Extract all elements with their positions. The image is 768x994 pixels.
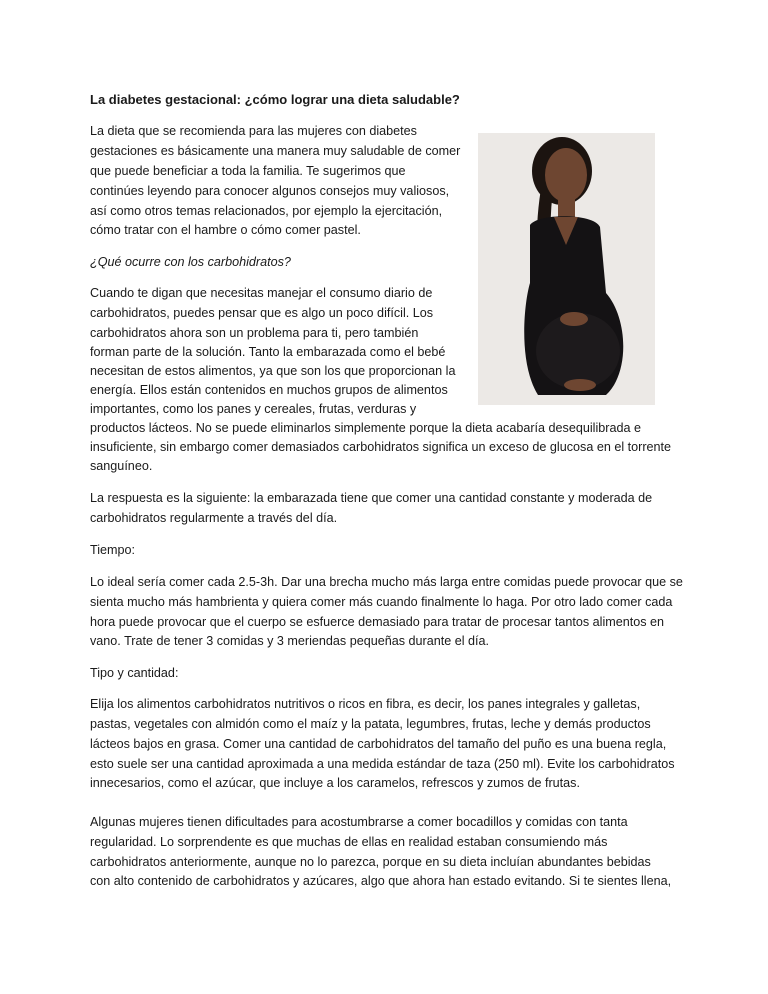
pregnant-woman-photo [478, 133, 655, 405]
carbs-line: sanguíneo. [90, 459, 153, 473]
intro-line: gestaciones es básicamente una manera muy saludable de comer [90, 144, 461, 158]
carbs-line: energía. Ellos están contenidos en muchos grupos de alimentos [90, 383, 448, 397]
type-line: pastas, vegetales con almidón como el maíz y la patata, legumbres, frutas, leche y demás productos [90, 717, 651, 731]
type-line: esto suele ser una cantidad aproximada a una medida estándar de taza (250 ml). Evite los carbohidratos [90, 757, 675, 771]
time-line: hora puede provocar que el cuerpo se esfuerce demasiado para tratar de procesar tantos alimentos en [90, 615, 665, 629]
type-line: Elija los alimentos carbohidratos nutritivos o ricos en fibra, es decir, los panes integrales y galletas, [90, 697, 641, 711]
carbs-line: productos lácteos. No se puede eliminarlos simplemente porque la dieta acabaría desequilibrada e [90, 421, 641, 435]
intro-line: así como otros temas relacionados, por ejemplo la ejercitación, [90, 204, 443, 218]
intro-line: continúes leyendo para conocer algunos consejos muy valiosos, [90, 184, 450, 198]
carbs-line: carbohidratos, puedes pensar que es algo un poco difícil. Los [90, 306, 434, 320]
carbs-line: insuficiente, sin embargo comer demasiados carbohidratos significa un exceso de glucosa en el torrente [90, 440, 672, 454]
time-line: vano. Trate de tener 3 comidas y 3 meriendas pequeñas durante el día. [90, 634, 490, 648]
type-heading: Tipo y cantidad: [90, 666, 179, 680]
carbs-line: carbohidratos ahora son un problema para ti, pero también [90, 326, 419, 340]
intro-line: La dieta que se recomienda para las mujeres con diabetes [90, 124, 417, 138]
carbs-heading: ¿Qué ocurre con los carbohidratos? [90, 255, 291, 269]
final-line: regularidad. Lo sorprendente es que muchas de ellas en realidad estaban consumiendo más [90, 835, 608, 849]
intro-line: cómo tratar con el hambre o cómo comer pastel. [90, 223, 361, 237]
time-heading: Tiempo: [90, 543, 136, 557]
intro-line: que puede beneficiar a toda la familia. Te sugerimos que [90, 164, 406, 178]
type-line: lácteos bajos en grasa. Comer una cantidad de carbohidratos del tamaño del puño es una buena regla, [90, 737, 667, 751]
time-line: sienta mucho más hambrienta y quiera comer más cuando finalmente lo haga. Por otro lado comer cada [90, 595, 673, 609]
answer-line: carbohidratos regularmente a través del día. [90, 511, 338, 525]
final-line: con alto contenido de carbohidratos y azúcares, algo que ahora han estado evitando. Si te sientes llena, [90, 874, 672, 888]
final-line: carbohidratos anteriormente, aunque no lo parezca, porque en su dieta incluían abundantes bebidas [90, 855, 651, 869]
carbs-line: necesitan de estos alimentos, ya que son los que proporcionan la [90, 364, 456, 378]
type-line: innecesarios, como el azúcar, que incluye a los caramelos, refrescos y zumos de frutas. [90, 776, 580, 790]
document-title: La diabetes gestacional: ¿cómo lograr una dieta saludable? [90, 92, 460, 107]
time-line: Lo ideal sería comer cada 2.5-3h. Dar una brecha mucho más larga entre comidas puede provocar que se [90, 575, 683, 589]
final-line: Algunas mujeres tienen dificultades para acostumbrarse a comer bocadillos y comidas con tanta [90, 815, 628, 829]
answer-line: La respuesta es la siguiente: la embarazada tiene que comer una cantidad constante y moderada de [90, 491, 653, 505]
pregnant-woman-illustration [478, 133, 655, 405]
carbs-line: forman parte de la solución. Tanto la embarazada como el bebé [90, 345, 446, 359]
carbs-line: Cuando te digan que necesitas manejar el consumo diario de [90, 286, 433, 300]
carbs-line: importantes, como los panes y cereales, frutas, verduras y [90, 402, 417, 416]
